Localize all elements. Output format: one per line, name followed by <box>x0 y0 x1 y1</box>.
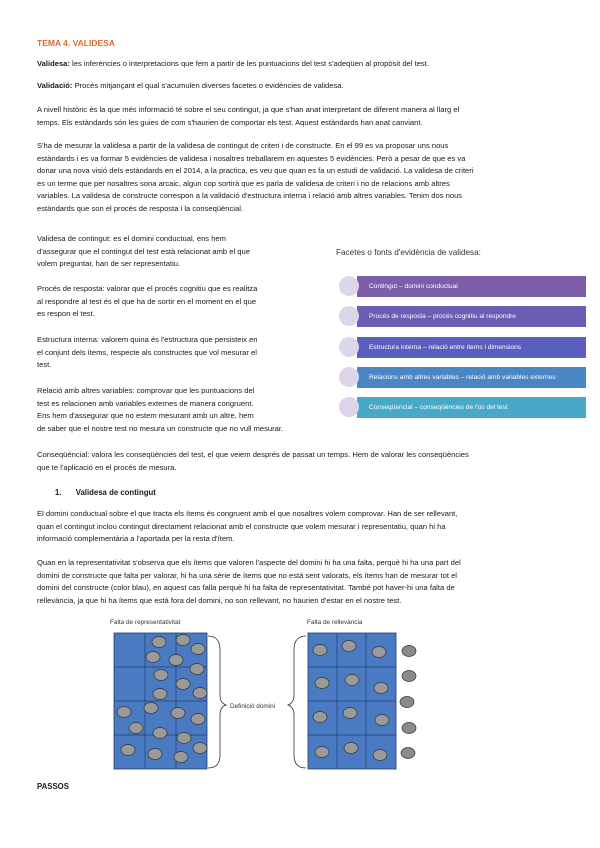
text-line: el conjunt dels ítems, respecte als constructes que vol mesurar el <box>37 347 257 357</box>
facet-bar-proces-resposta: Procés de resposta – procés cognitiu al respondre <box>357 306 586 327</box>
grid-background <box>114 633 207 769</box>
text-line: Ens hem d'assegurar que no estem mesurant amb un altre, hem <box>37 411 254 421</box>
text-line: quan el contingut inclou contingut directament relacionat amb el constructe que volem mesurar i representatiu, quan hi ha <box>37 521 446 531</box>
paragraph-history <box>37 104 565 129</box>
section-passos: PASSOS <box>37 782 69 791</box>
text-line: estàndards i es va formar 5 evidències de validesa i nosaltres treballarem en aquestes 5 evidències. Però a pesar de que es va <box>37 153 466 163</box>
text-line: Estructura interna: valorem quina és l'estructura que persisteix en <box>37 335 258 344</box>
facet-bar-altres-variables: Relacions amb altres variables – relació amb variables externes <box>357 367 586 388</box>
term-validacio: Validació: <box>37 81 73 90</box>
text-line: que te l'aplicació en el procés de mesura. <box>37 462 177 472</box>
diagram-left-label: Falta de representativitat <box>110 619 181 626</box>
text-line: A nivell històric és la que més informació té sobre el seu contingut, ja que s'han anat interpretant de diferent manera al llarg el <box>37 105 460 114</box>
irrelevant-item-circles <box>400 646 416 759</box>
right-grid <box>308 633 416 769</box>
text-line: es respon el test. <box>37 309 95 319</box>
text-line: temps. Els estàndards són les guies de com s'haurien de comportar els test. Aquest estàndards han anat canviant. <box>37 117 423 127</box>
text-line: Validesa de contingut: es el domini conductual, ens hem <box>37 234 226 243</box>
evidence-contingut <box>37 233 335 271</box>
text-line: test. <box>37 360 52 370</box>
text-line: volem preguntar, han de ser representatiu. <box>37 259 181 269</box>
text-line: d'assegurar que el contingut del test està relacionat amb el que <box>37 246 250 256</box>
section-title: Validesa de contingut <box>75 488 156 497</box>
paragraph-standards <box>37 140 565 216</box>
text-line: de saber que el nostre test no mesura un constructe que no vull mesurar. <box>37 423 284 433</box>
facets-title: Facetes o fonts d'evidència de validesa: <box>336 248 481 257</box>
diagram-right-label: Falta de rellevància <box>307 619 363 626</box>
text-line: donar una nova visió dels estàndards en el 2014, a la practica, es veu que quan es fa un estudi de validació. La validesa de criteri <box>37 166 474 176</box>
text-line: informació complementària a l'aportada per la resta d'ítem. <box>37 534 235 544</box>
page-title: TEMA 4. VALIDESA <box>37 38 115 48</box>
facet-bullet <box>339 306 359 326</box>
text-line: rellevància, ja que hi ha ítems que està fora del domini, no son rellevant, no haurien d'estar en el nostre test. <box>37 595 402 605</box>
text-line: Relació amb altres variables: comprovar que les puntuacions del <box>37 386 255 395</box>
text-line: Quan en la representativitat s'observa que els ítems que valoren l'aspecte del domini hi ha una falta, perquè hi ha una part del <box>37 558 461 567</box>
item-circles <box>313 641 389 761</box>
definition-validesa-text: les inferències o interpretacions que fem a partir de les puntuacions del test s'adeqüen al propòsit del test. <box>69 59 429 68</box>
facet-bullet <box>339 276 359 296</box>
left-bracket <box>208 636 226 768</box>
text-line: Conseqüèncial: valora les conseqüències del test, el que veiem després de passat un temps. Hem de valorar les conseqüències <box>37 450 469 459</box>
facet-bullet <box>339 397 359 417</box>
facet-bar-estructura-interna: Estructura interna – relació entre ítems i dimensions <box>357 337 586 358</box>
definition-validacio <box>37 80 565 93</box>
text-line: test es relacionen amb variables externes de manera congruent. <box>37 398 254 408</box>
left-grid <box>114 633 207 769</box>
text-line: El domini conductual sobre el que tracta els ítems és congruent amb el que nosaltres volem comprovar. Han de ser rellevant, <box>37 509 458 518</box>
facet-bullet <box>339 337 359 357</box>
text-line: Procés de resposta: valorar que el procés cognitiu que es realitza <box>37 284 258 293</box>
text-line: S'ha de mesurar la validesa a partir de la validesa de contingut de criteri i de constructe. En el 99 es va proposar uns nous <box>37 141 449 150</box>
paragraph-representativitat <box>37 557 565 607</box>
text-line: domini de constructe que falta per valorar, hi ha una sèrie de ítems que no està sent valorats, els ítems han de mesurar tot el <box>37 570 457 580</box>
definition-validacio-text: Procés mitjançant el qual s'acumulen diverses facetes o evidències de validesa. <box>72 81 344 90</box>
text-line: variables. La validesa de constructe correspon a la validació d'estructura interna i relació amb altres variables. Tenim dos nous <box>37 191 463 201</box>
evidence-estructura-interna <box>37 334 335 372</box>
paragraph-consequencial <box>37 449 565 474</box>
section-number: 1. <box>55 488 62 497</box>
text-line: domini del constructe (color blau), en aquest cas falla perquè hi ha falta de representativitat. També pot haver-hi una falta de <box>37 583 455 593</box>
right-bracket <box>288 636 306 768</box>
evidence-proces-resposta <box>37 283 335 321</box>
item-circles <box>117 635 207 763</box>
evidence-altres-variables <box>37 385 335 435</box>
facet-bar-consequencial: Conseqüencial – conseqüències de l'ús del test <box>357 397 586 418</box>
facet-bar-contingut: Contingut – domini conductual <box>357 276 586 297</box>
definition-validesa <box>37 58 565 71</box>
text-line: al respondre al test és el que ha de sortir en el moment en el que <box>37 296 257 306</box>
paragraph-domini <box>37 508 565 546</box>
facet-bullet <box>339 367 359 387</box>
grid-background <box>308 633 396 769</box>
text-line: estàndards que son el procés de resposta i la conseqüèncial. <box>37 203 244 213</box>
diagram-center-label: Definició domini <box>230 703 276 710</box>
text-line: es un terme que per nosaltres sona arcaic, algun cop sortirà que es parla de validesa de criteri i no de relacions amb altres <box>37 178 450 188</box>
section-heading <box>55 488 156 497</box>
term-validesa: Validesa: <box>37 59 70 68</box>
